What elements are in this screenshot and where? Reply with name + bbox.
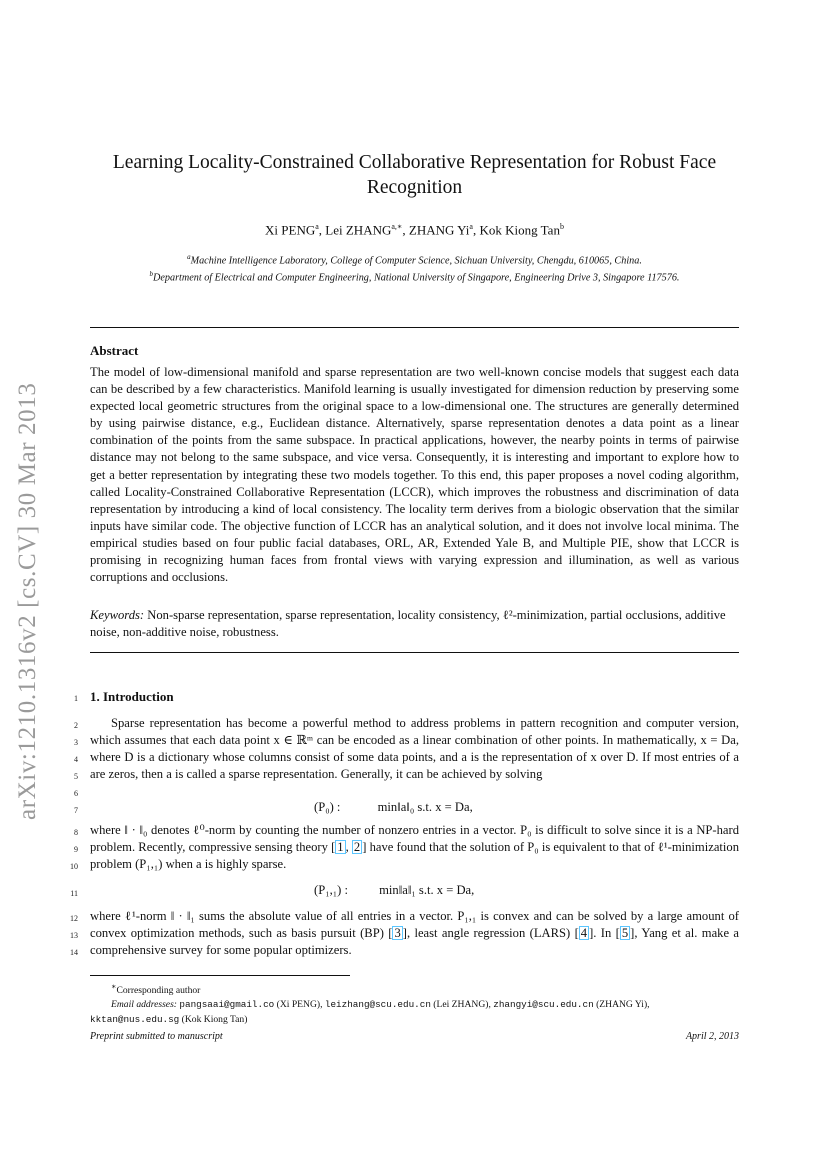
text-run: where ‖ · ‖₀ denotes ℓ⁰-norm by counting the number of nonzero entries in a vector. P₀ is difficult to solve since it is a NP-hard problem. Recently, compressive sensing theory [ [90,823,739,854]
abstract-bottom-rule [90,652,739,653]
email-owner: (Lei ZHANG), [430,999,494,1011]
author-affil-mark: a,∗ [391,222,403,231]
section-number: 1. [90,689,100,704]
equation-label: (P₀) : [314,800,341,814]
affiliation-a [90,251,739,268]
text-run: ], least angle regression (LARS) [ [402,925,579,940]
email-link[interactable]: kktan@nus.edu.sg [90,1013,180,1025]
email-owner: (Kok Kiong Tan) [179,1013,248,1025]
keywords-label: Keywords: [90,608,145,622]
author-name: Kok Kiong Tan [479,222,560,238]
section-title: Introduction [103,689,174,704]
affil-mark: b [149,269,153,278]
author-affil-mark: b [559,222,564,231]
citation-link[interactable]: 1 [337,839,344,854]
text-run: ], Yang et al. make a comprehensive survey for some popular optimizers. [90,925,739,957]
citation-link[interactable]: 4 [580,925,588,940]
citation-link[interactable]: 5 [621,925,629,940]
line-number: 9 [74,845,78,854]
footnote [90,980,739,1027]
line-number: 12 [70,914,78,923]
email-link[interactable]: zhangyi@scu.edu.cn [493,999,594,1011]
line-number: 3 [74,738,78,747]
text-run: ]. In [ [589,925,620,940]
author-affil-mark: a [469,222,473,231]
intro-paragraph-3 [90,908,739,959]
equation-p11 [314,883,474,898]
line-number: 13 [70,931,78,940]
footnote-line-1 [90,980,739,998]
arxiv-side-stamp: arXiv:1210.1316v2 [cs.CV] 30 Mar 2013 [14,382,41,820]
footnote-emails [90,998,739,1012]
affil-text: Machine Intelligence Laboratory, College of Computer Science, Sichuan University, Chengdu, 610065, China. [190,255,642,267]
line-number: 10 [70,862,78,871]
section-heading [90,689,174,705]
line-number: 14 [70,948,78,957]
citation-link[interactable]: 2 [353,839,361,854]
preprint-date: April 2, 2013 [685,1031,739,1042]
author-name: Lei ZHANG [325,222,392,238]
email-owner: (Xi PENG), [274,999,325,1011]
footnote-text: Corresponding author [116,985,201,997]
keywords [90,607,739,641]
footnote-emails-cont [90,1013,739,1027]
footnote-mark: ∗ [111,982,117,991]
keywords-text: Non-sparse representation, sparse representation, locality consistency, ℓ²-minimization, partial occlusions, additive noise, non-additive noise, robustness. [90,608,726,639]
line-number: 6 [74,789,78,798]
email-link[interactable]: leizhang@scu.edu.cn [324,999,431,1011]
line-number: 5 [74,772,78,781]
preprint-note: Preprint submitted to manuscript [90,1031,223,1042]
line-number: 11 [70,889,78,898]
paper-title: Learning Locality-Constrained Collaborative Representation for Robust Face Recognition [112,152,717,198]
email-label: Email addresses: [111,999,177,1011]
line-number: 8 [74,828,78,837]
email-link[interactable]: pangsaai@gmail.co [179,999,275,1011]
affiliation-b [90,268,739,285]
author-name: Xi PENG [265,222,316,238]
line-number: 7 [74,806,78,815]
abstract-text: The model of low-dimensional manifold and sparse representation are two well-known concise models that suggest each data can be described by a few characteristics. Manifold learning is usually investigated for dimension reduction by preserving some expected local geometric structures from the original space to a low-dimensional one. The structures are generally determined by using pairwise distance, e.g., Euclidean distance. Alternatively, sparse representation denotes a data point as a linear combination of the points from the same subspace. In practical applications, however, the nearby points in terms of pairwise distance may not belong to the same subspace, and vice versa. Consequently, it is interesting and important to explore how to get a better representation by integrating these two models together. To this end, this paper proposes a novel coding algorithm, called Locality-Constrained Collaborative Representation (LCCR), which improves the robustness and discrimination of data representation by introducing a kind of local consistency. The locality term derives from a biologic observation that the similar inputs have similar code. The objective function of LCCR has an analytical solution, and it does not involve local minima. The empirical studies based on four public facial databases, ORL, AR, Extended Yale B, and Multiple PIE, show that LCCR is promising in recognizing human faces from frontal views with varying expression and illumination, as well as various corruptions and occlusions. [90,365,739,585]
equation-body: min‖a‖₀ s.t. x = Da, [377,800,473,814]
line-number: 1 [74,694,78,703]
equation-label: (P₁,₁) : [314,883,348,897]
line-number: 2 [74,721,78,730]
abstract-top-rule [90,327,739,328]
citation-link[interactable]: 3 [394,925,401,940]
equation-body: min‖a‖₁ s.t. x = Da, [379,883,475,897]
intro-paragraph-1: Sparse representation has become a powerful method to address problems in pattern recognition and computer version, which assumes that each data point x ∈ ℝᵐ can be encoded as a linear combination of other points. In mathematically, x = Da, where D is a dictionary whose columns consist of some data points, and a is the representation of x over D. If most entries of a are zeros, then a is called a sparse representation. Generally, it can be achieved by solving [90,716,739,781]
author-name: ZHANG Yi [408,222,470,238]
affil-mark: a [187,253,191,261]
abstract-heading: Abstract [90,343,139,358]
intro-paragraph-2 [90,822,739,873]
email-owner: (ZHANG Yi), [593,999,650,1011]
author-list: Xi PENG$^a$, Lei $ZHANG^{a,∗}$, ZHANG Yi$^a$, Kok Kiong Tan$^b$ [265,222,564,238]
footnote-rule [90,975,350,976]
text-run: , [345,839,352,854]
equation-p0 [314,800,473,815]
text-run: where ℓ¹-norm ‖ · ‖₁ sums the absolute value of all entries in a vector. P₁,₁ is convex and can be solved by a large amount of convex optimization methods, such as basis pursuit (BP) [ [90,909,739,940]
affiliations [90,251,739,285]
author-affil-mark: a [315,222,319,231]
text-run: ] have found that the solution of P₀ is equivalent to that of ℓ¹-minimization problem (P₁,₁) when a is highly sparse. [90,839,739,871]
line-number: 4 [74,755,78,764]
affil-text: Department of Electrical and Computer Engineering, National University of Singapore, Engineering Drive 3, Singapore 117576. [153,272,680,284]
